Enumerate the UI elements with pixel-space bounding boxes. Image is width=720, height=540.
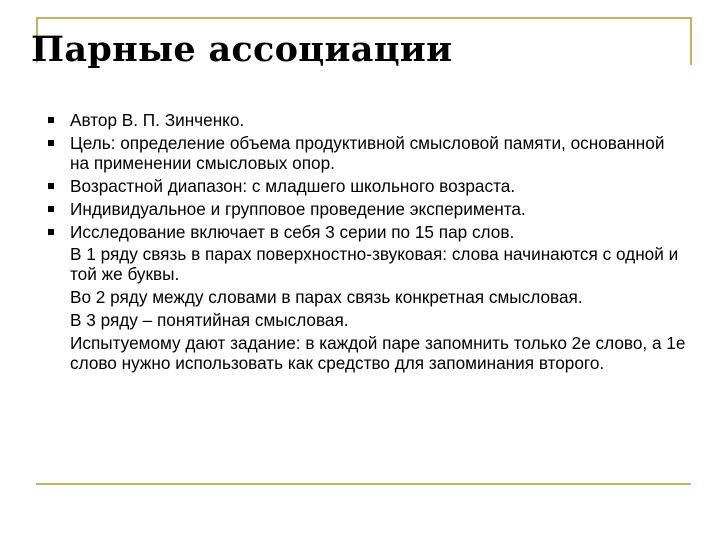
frame-bottom-line — [36, 483, 691, 485]
square-bullet-icon — [48, 206, 54, 212]
bullet-item-age-range — [48, 176, 688, 196]
slide-content — [48, 110, 688, 376]
frame-top-line — [36, 17, 691, 19]
square-bullet-icon — [48, 117, 54, 123]
square-bullet-icon — [48, 229, 54, 235]
square-bullet-icon — [48, 183, 54, 189]
series-details — [70, 244, 688, 373]
bullet-text: Индивидуальное и групповое проведение эксперимента. — [70, 199, 526, 219]
series-row-3: В 3 ряду – понятийная смысловая. — [70, 310, 349, 330]
bullet-text: Автор В. П. Зинченко. — [70, 110, 245, 130]
square-bullet-icon — [48, 140, 54, 146]
bullet-item-goal — [48, 133, 688, 173]
bullet-text: Возрастной диапазон: с младшего школьного возраста. — [70, 176, 516, 196]
bullet-item-series — [48, 222, 688, 373]
bullet-item-format — [48, 199, 688, 219]
frame-right-line — [690, 17, 692, 65]
series-row-2: Во 2 ряду между словами в парах связь конкретная смысловая. — [70, 287, 583, 307]
series-row-1: В 1 ряду связь в парах поверхностно-звуковая: слова начинаются с одной и той же буквы. — [70, 244, 679, 284]
bullet-text: Исследование включает в себя 3 серии по 15 пар слов. — [70, 222, 515, 242]
slide-title: Парные ассоциации — [31, 29, 453, 70]
instruction-text: Испытуемому дают задание: в каждой паре запомнить только 2е слово, а 1е слово нужно использовать как средство для запоминания второго. — [70, 333, 686, 373]
bullet-item-author — [48, 110, 688, 130]
bullet-text: Цель: определение объема продуктивной смысловой памяти, основанной на применении смысловых опор. — [70, 133, 665, 173]
